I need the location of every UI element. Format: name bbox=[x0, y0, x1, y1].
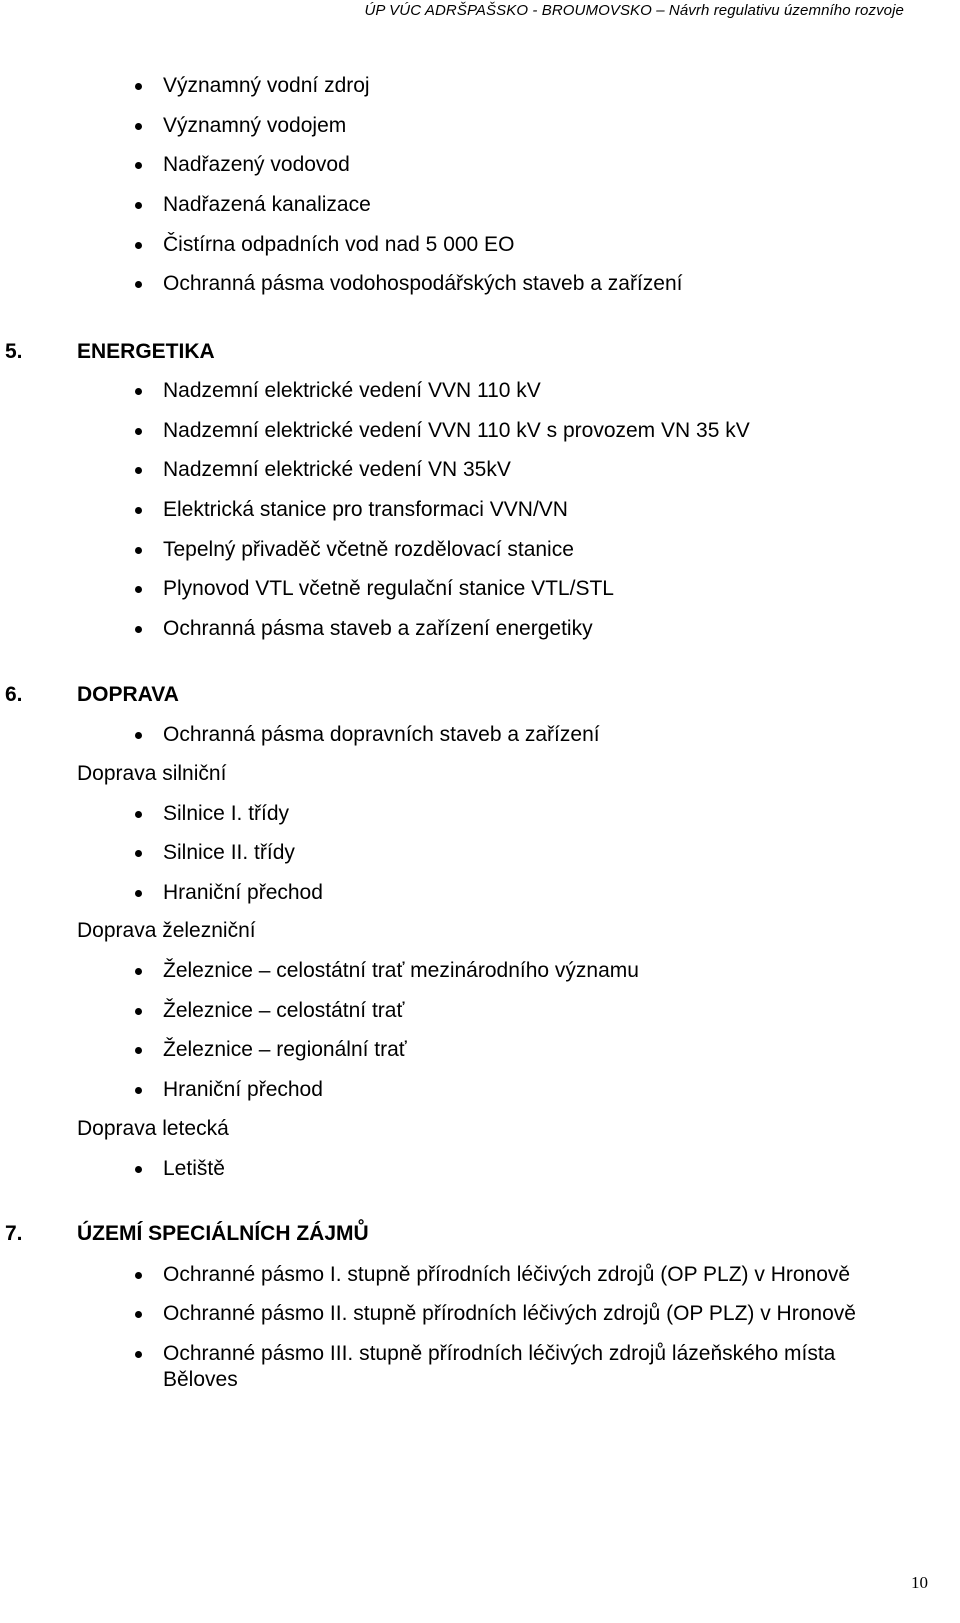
list-item: Ochranné pásmo I. stupně přírodních léčivých zdrojů (OP PLZ) v Hronově bbox=[163, 1263, 851, 1286]
bullet-icon bbox=[135, 586, 142, 593]
bullet-icon bbox=[135, 1047, 142, 1054]
bullet-icon bbox=[135, 1087, 142, 1094]
list-item: Silnice I. třídy bbox=[163, 802, 290, 825]
bullet-icon bbox=[135, 850, 142, 857]
list-item: Nadřazená kanalizace bbox=[163, 193, 371, 216]
list-item: Tepelný přivaděč včetně rozdělovací stanice bbox=[163, 538, 574, 561]
bullet-icon bbox=[135, 388, 142, 395]
list-item: Nadřazený vodovod bbox=[163, 153, 350, 176]
list-item: Ochranné pásmo III. stupně přírodních léčivých zdrojů lázeňského místa Běloves bbox=[163, 1342, 836, 1391]
bullet-icon bbox=[135, 1272, 142, 1279]
bullet-icon bbox=[135, 547, 142, 554]
list-item: Ochranné pásmo II. stupně přírodních léčivých zdrojů (OP PLZ) v Hronově bbox=[163, 1302, 856, 1325]
bullet-icon bbox=[135, 123, 142, 130]
list-item: Čistírna odpadních vod nad 5 000 EO bbox=[163, 233, 515, 256]
subsection-title: Doprava železniční bbox=[77, 919, 256, 942]
bullet-icon bbox=[135, 242, 142, 249]
list-item: Nadzemní elektrické vedení VVN 110 kV bbox=[163, 379, 541, 402]
bullet-icon bbox=[135, 968, 142, 975]
list-item: Ochranná pásma vodohospodářských staveb a zařízení bbox=[163, 272, 683, 295]
bullet-icon bbox=[135, 83, 142, 90]
list-item: Hraniční přechod bbox=[163, 881, 323, 904]
bullet-icon bbox=[135, 467, 142, 474]
bullet-icon bbox=[135, 1351, 142, 1358]
bullet-icon bbox=[135, 507, 142, 514]
bullet-icon bbox=[135, 162, 142, 169]
list-item: Významný vodojem bbox=[163, 114, 347, 137]
list-item: Hraniční přechod bbox=[163, 1078, 323, 1101]
section-number: 7. bbox=[5, 1222, 23, 1245]
section-title: ENERGETIKA bbox=[77, 340, 215, 363]
bullet-icon bbox=[135, 811, 142, 818]
subsection-title: Doprava silniční bbox=[77, 762, 227, 785]
list-item: Ochranná pásma dopravních staveb a zařízení bbox=[163, 723, 600, 746]
list-item: Plynovod VTL včetně regulační stanice VTL/STL bbox=[163, 577, 614, 600]
section-title: DOPRAVA bbox=[77, 683, 179, 706]
bullet-icon bbox=[135, 281, 142, 288]
list-item: Silnice II. třídy bbox=[163, 841, 295, 864]
page-number: 10 bbox=[911, 1573, 928, 1592]
bullet-icon bbox=[135, 1008, 142, 1015]
bullet-icon bbox=[135, 1311, 142, 1318]
bullet-icon bbox=[135, 202, 142, 209]
running-header: ÚP VÚC ADRŠPAŠSKO - BROUMOVSKO – Návrh regulativu územního rozvoje bbox=[364, 2, 904, 19]
list-item: Ochranná pásma staveb a zařízení energetiky bbox=[163, 617, 593, 640]
list-item: Letiště bbox=[163, 1157, 225, 1180]
bullet-icon bbox=[135, 626, 142, 633]
bullet-icon bbox=[135, 1166, 142, 1173]
bullet-icon bbox=[135, 890, 142, 897]
section-number: 5. bbox=[5, 340, 23, 363]
list-item: Železnice – celostátní trať bbox=[163, 999, 405, 1022]
list-item: Významný vodní zdroj bbox=[163, 74, 370, 97]
list-item: Nadzemní elektrické vedení VVN 110 kV s provozem VN 35 kV bbox=[163, 419, 750, 442]
bullet-icon bbox=[135, 732, 142, 739]
section-number: 6. bbox=[5, 683, 23, 706]
list-item: Elektrická stanice pro transformaci VVN/VN bbox=[163, 498, 568, 521]
bullet-icon bbox=[135, 428, 142, 435]
section-title: ÚZEMÍ SPECIÁLNÍCH ZÁJMŮ bbox=[77, 1222, 369, 1245]
subsection-title: Doprava letecká bbox=[77, 1117, 229, 1140]
list-item: Železnice – regionální trať bbox=[163, 1038, 407, 1061]
list-item: Nadzemní elektrické vedení VN 35kV bbox=[163, 458, 511, 481]
list-item: Železnice – celostátní trať mezinárodního významu bbox=[163, 959, 639, 982]
